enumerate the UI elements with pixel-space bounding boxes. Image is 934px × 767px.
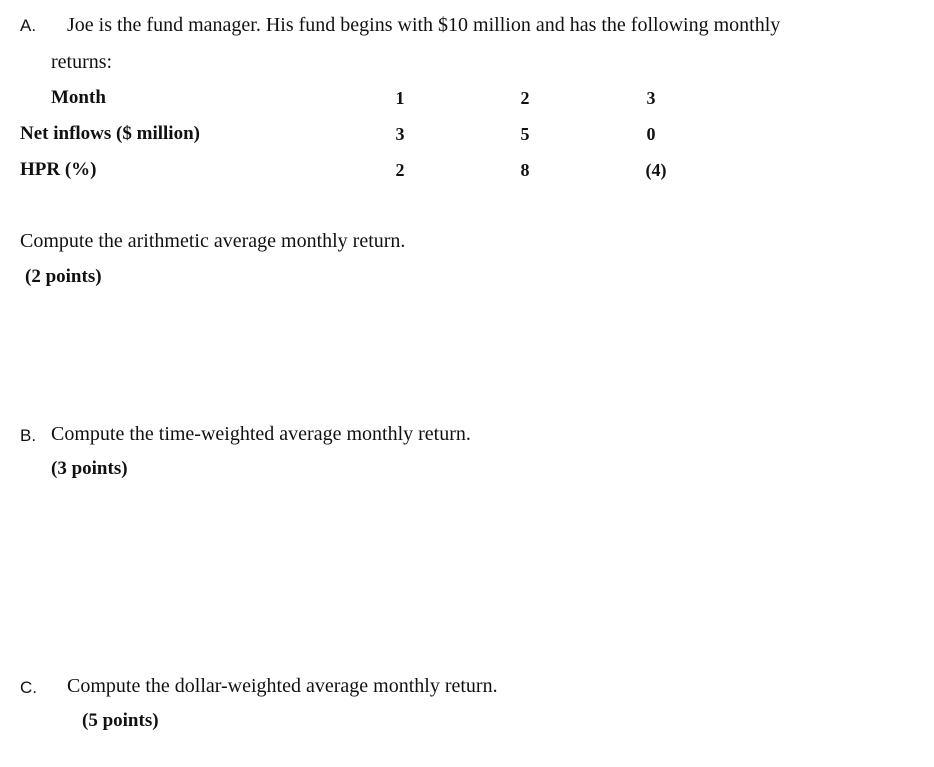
table-hpr-2: 8 [520,160,530,180]
table-hpr-3: (4) [645,160,667,180]
part-a-question: Compute the arithmetic average monthly return. [20,230,406,252]
part-a-marker: A. [20,16,37,35]
table-month-label: Month [51,87,106,108]
part-b-marker: B. [20,426,37,445]
table-inflow-2: 5 [520,124,530,144]
part-a-intro-line2: returns: [51,51,113,73]
table-month-1: 1 [395,88,405,108]
table-month-3: 3 [646,88,656,108]
table-inflow-3: 0 [646,124,656,144]
part-c-points: (5 points) [82,710,159,731]
table-month-2: 2 [520,88,530,108]
part-a-intro-line1: Joe is the fund manager. His fund begins with $10 million and has the following monthly [67,14,781,36]
table-inflow-1: 3 [395,124,405,144]
part-c-question: Compute the dollar-weighted average monthly return. [67,675,498,697]
table-hpr-1: 2 [395,160,405,180]
table-hpr-label: HPR (%) [20,159,97,180]
part-c-marker: C. [20,678,37,697]
table-inflows-label: Net inflows ($ million) [20,123,200,144]
part-a-points: (2 points) [25,266,102,287]
part-b-question: Compute the time-weighted average monthly return. [51,423,471,445]
part-b-points: (3 points) [51,458,128,479]
